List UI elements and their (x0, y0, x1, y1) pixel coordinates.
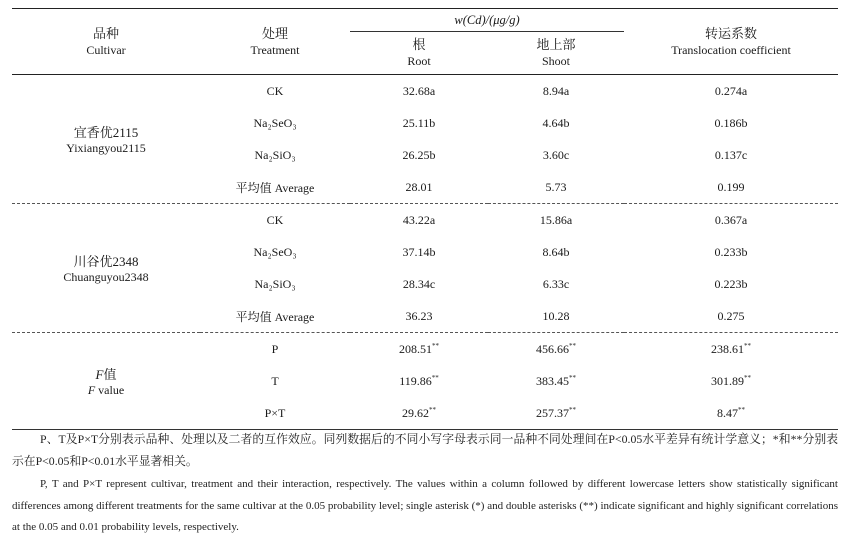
cell-tc: 0.275 (717, 308, 745, 323)
cell-tc: 0.233b (714, 244, 748, 259)
cell-treatment: Na₂SiO₃ (254, 147, 296, 162)
cell-shoot: 383.45** (536, 373, 576, 388)
cell-treatment: Na₂SeO₃ (253, 115, 297, 130)
cell-tc: 0.199 (717, 179, 745, 194)
header-root: 根 Root (407, 37, 431, 68)
cell-root: 36.23 (405, 308, 433, 323)
cell-treatment: CK (266, 83, 284, 98)
cell-treatment: Na₂SeO₃ (253, 244, 297, 259)
cell-shoot: 5.73 (545, 179, 567, 194)
cell-treatment: Na₂SiO₃ (254, 276, 296, 291)
cell-root: 43.22a (402, 212, 436, 227)
cell-root: 28.01 (405, 179, 433, 194)
cell-tc: 0.274a (714, 83, 748, 98)
cell-root: 26.25b (402, 147, 436, 162)
cell-root: 208.51** (399, 341, 439, 356)
cell-root: 119.86** (399, 373, 439, 388)
cell-root: 25.11b (402, 115, 436, 130)
table-row (12, 333, 838, 366)
cell-root: 37.14b (402, 244, 436, 259)
header-concentration: w(Cd)/(μg/g) (350, 9, 624, 32)
header-shoot: 地上部 Shoot (536, 37, 576, 68)
fvalue-body (12, 333, 838, 430)
cell-shoot: 6.33c (542, 276, 570, 291)
cell-shoot: 4.64b (542, 115, 570, 130)
cultivar-name: 宜香优2115 Yixiangyou2115 (66, 125, 146, 155)
cell-source: T (271, 373, 279, 388)
cell-root: 29.62** (402, 405, 436, 420)
cell-tc: 238.61** (711, 341, 752, 356)
cell-root: 28.34c (402, 276, 436, 291)
cell-shoot: 257.37** (536, 405, 576, 420)
cell-treatment: CK (266, 212, 284, 227)
cell-tc: 0.137c (714, 147, 748, 162)
note-zh: P、T及P×T分别表示品种、处理以及二者的互作效应。同列数据后的不同小写字母表示同一品种不同处理间在P<0.05水平差异有统计学意义；*和**分别表示在P<0.05和P<0.01水平显著相关。 (12, 432, 838, 468)
cell-tc: 0.223b (714, 276, 748, 291)
cell-tc: 0.186b (714, 115, 748, 130)
header-cultivar: 品种 Cultivar (86, 25, 126, 57)
cell-root: 32.68a (402, 83, 436, 98)
cell-shoot: 8.94a (542, 83, 570, 98)
table-row (12, 75, 838, 108)
cell-treatment: 平均值 Average (235, 180, 315, 195)
cell-source: P×T (264, 405, 286, 420)
table-row (12, 204, 838, 237)
cell-tc: 301.89** (711, 373, 752, 388)
cell-shoot: 10.28 (542, 308, 570, 323)
cell-tc: 0.367a (714, 212, 748, 227)
cell-shoot: 3.60c (542, 147, 570, 162)
table-notes (12, 428, 838, 539)
cell-shoot: 456.66** (536, 341, 576, 356)
note-en: P, T and P×T represent cultivar, treatment and their interaction, respectively. The values within a column followed by different lowercase letters show statistically significant differences among different treatments for the same cultivar at the 0.05 probability level; single asterisk (*) and double asterisks (**) indicate significant and highly significant correlations at the 0.05 and 0.01 probability levels, respectively. (12, 478, 838, 533)
cell-source: P (271, 341, 279, 356)
header-translocation: 转运系数 Translocation coefficient (671, 25, 791, 57)
cultivar-name: 川谷优2348 Chuanguyou2348 (63, 254, 149, 284)
data-table (12, 8, 838, 430)
fvalue-label: F值 F value (87, 367, 125, 397)
header-treatment: 处理 Treatment (250, 25, 300, 57)
group-body (12, 75, 838, 333)
cell-tc: 8.47** (717, 405, 746, 420)
cell-treatment: 平均值 Average (235, 309, 315, 324)
cell-shoot: 15.86a (539, 212, 573, 227)
cell-shoot: 8.64b (542, 244, 570, 259)
